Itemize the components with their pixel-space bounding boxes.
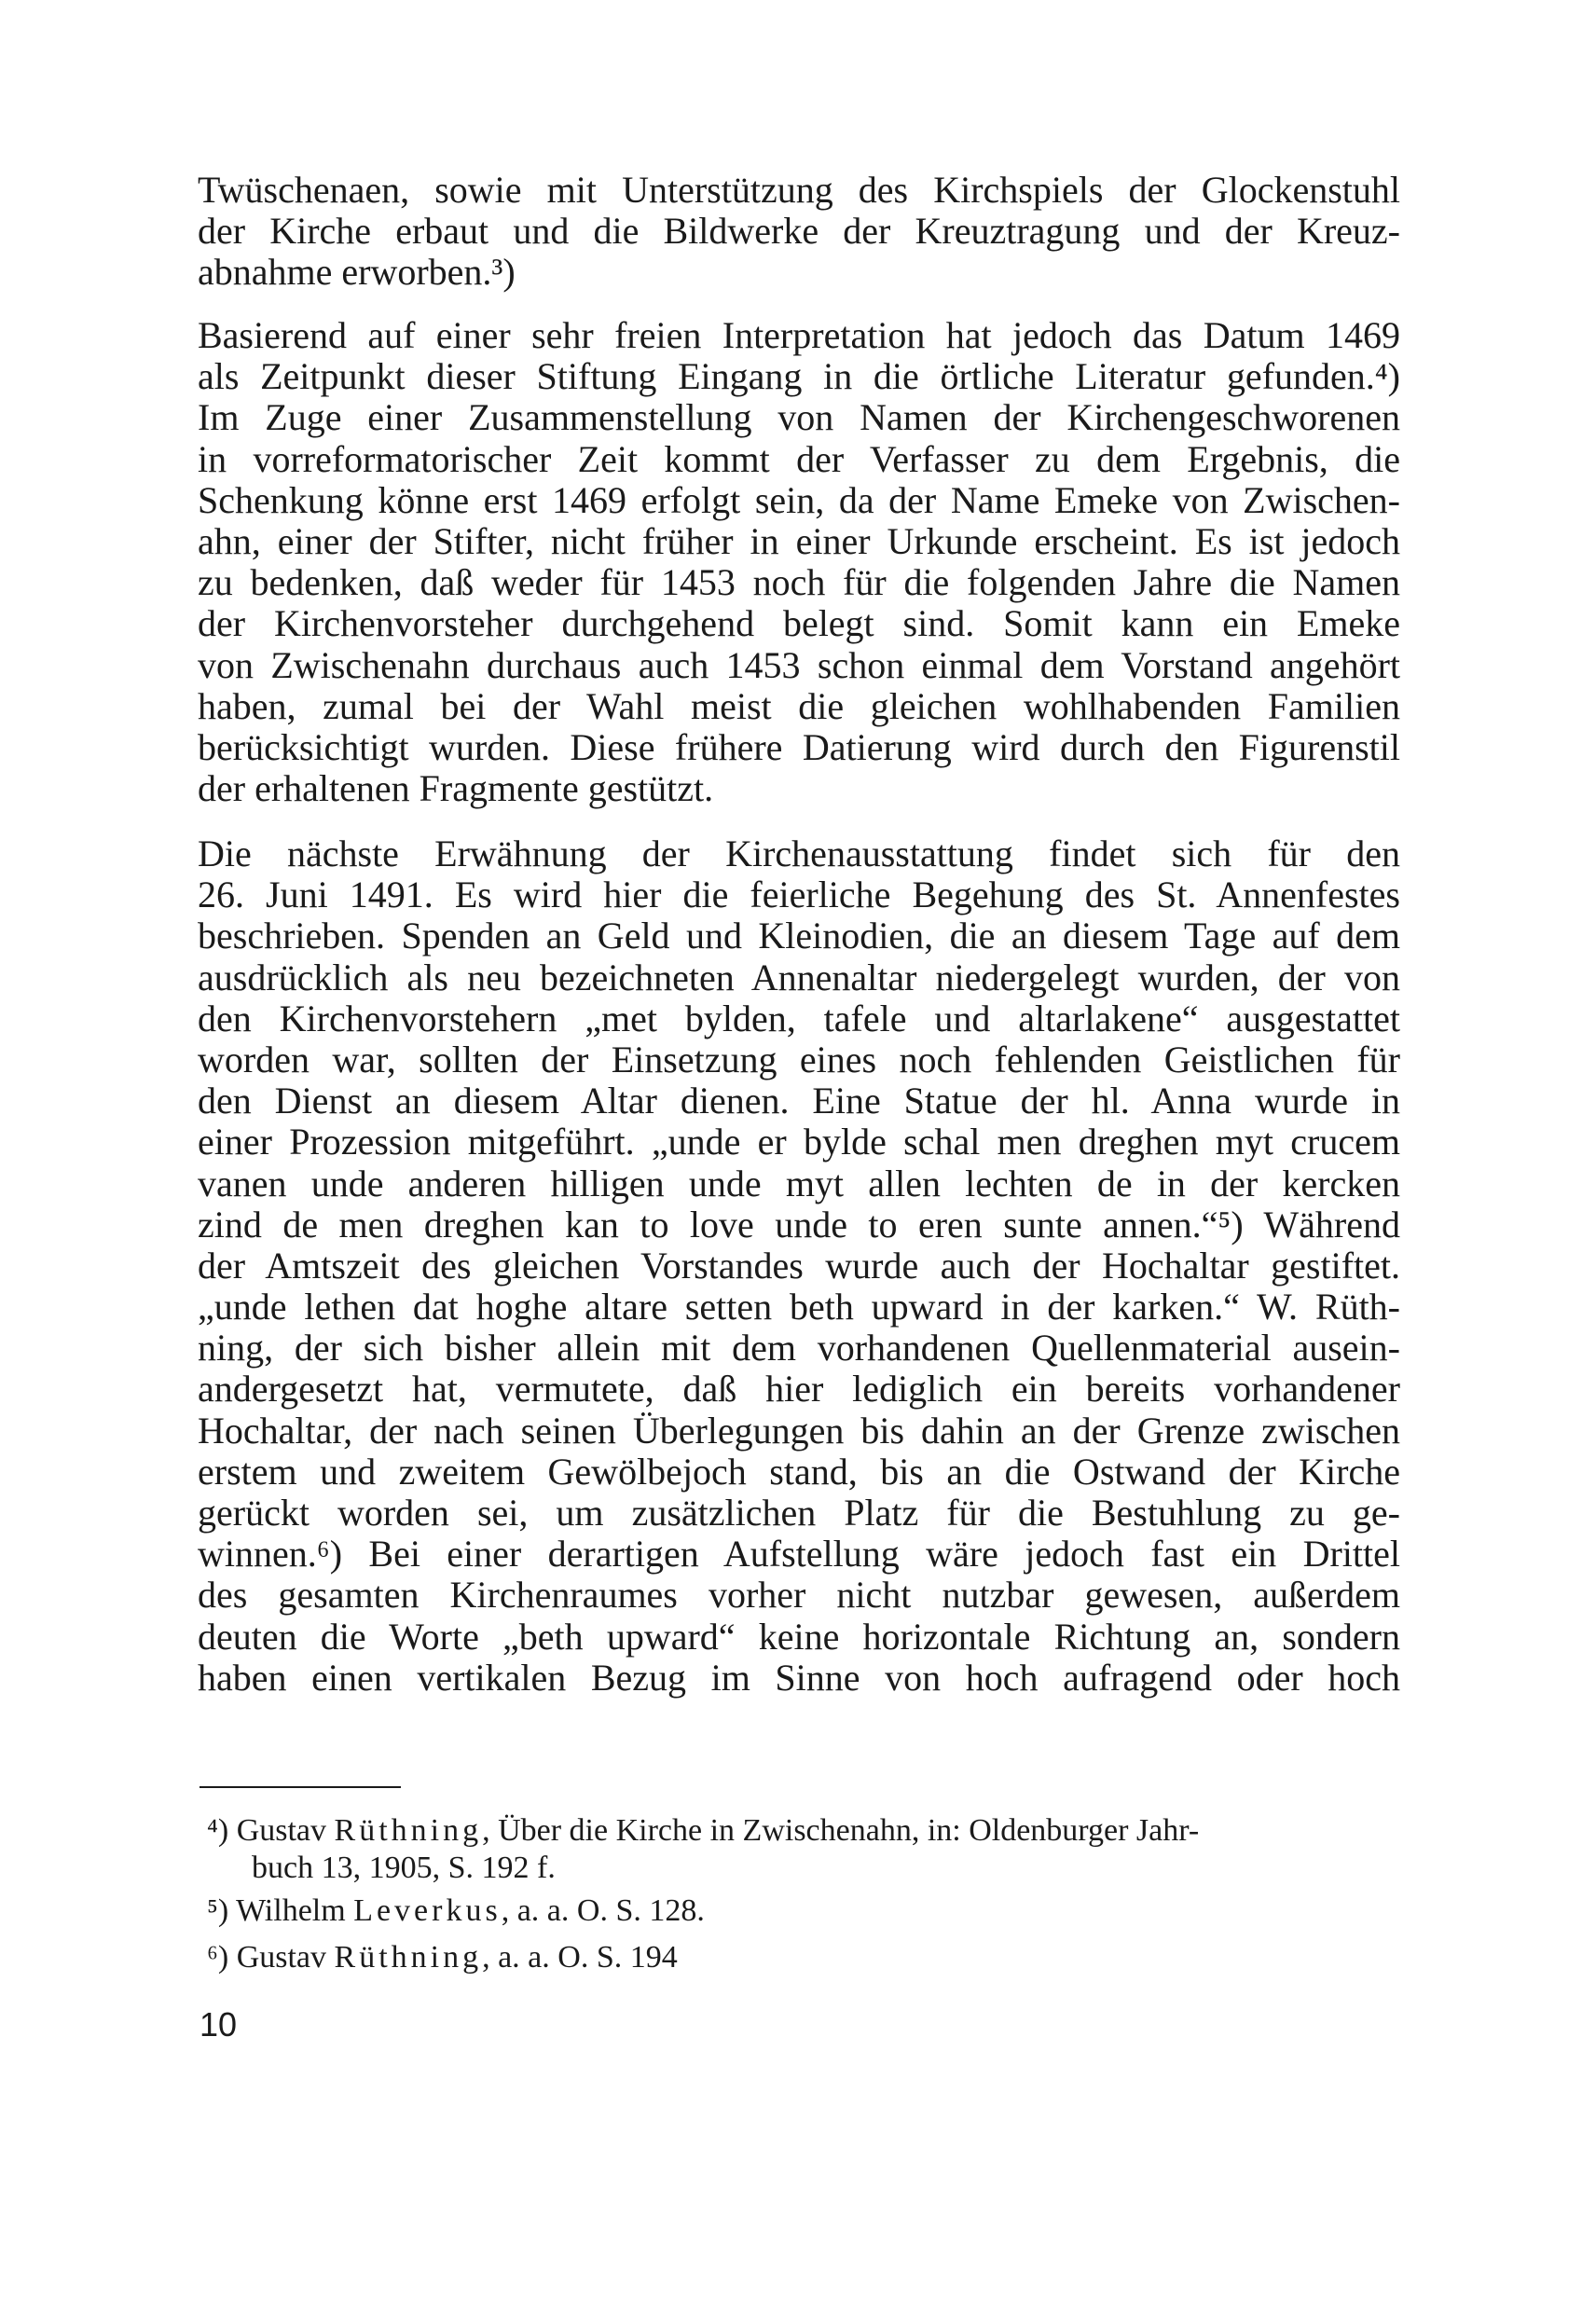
- text-line: Schenkung könne erst 1469 erfolgt sein, da der Name Emeke von Zwischen-: [198, 478, 1400, 521]
- text-line: worden war, sollten der Einsetzung eines noch fehlenden Geistlichen für: [198, 1038, 1400, 1080]
- footnote-author-first: Gustav: [236, 1940, 327, 1975]
- text-line: erstem und zweitem Gewölbejoch stand, bis an die Ostwand der Kirche: [198, 1450, 1400, 1493]
- text-line: den Kirchenvorstehern „met bylden, tafele und altarlakene“ ausgestattet: [198, 997, 1400, 1039]
- text-line: Im Zuge einer Zusammenstellung von Namen der Kirchengeschworenen: [198, 396, 1400, 439]
- footnote-author-last: Leverkus: [353, 1893, 502, 1928]
- footnote-author-last: Rüthning: [334, 1813, 483, 1848]
- text-line: in vorreformatorischer Zeit kommt der Verfasser zu dem Ergebnis, die: [198, 437, 1400, 480]
- text-line: vanen unde anderen hilligen unde myt allen lechten de in der kercken: [198, 1162, 1400, 1204]
- text-line: haben, zumal bei der Wahl meist die gleichen wohlhabenden Familien: [198, 684, 1400, 727]
- text-line: der Amtszeit des gleichen Vorstandes wurde auch der Hochaltar gestiftet.: [198, 1244, 1400, 1287]
- footnote-line: [207, 1939, 1400, 1976]
- text-line: ausdrücklich als neu bezeichneten Annenaltar niedergelegt wurden, der von: [198, 956, 1400, 998]
- paragraph: [198, 170, 1400, 294]
- page-number: 10: [200, 2005, 238, 2044]
- text-line: ahn, einer der Stifter, nicht früher in einer Urkunde erscheint. Es ist jedoch: [198, 519, 1400, 562]
- text-line: Twüschenaen, sowie mit Unterstützung des Kirchspiels der Glockenstuhl: [198, 169, 1400, 211]
- footnote-text: , Über die Kirche in Zwischenahn, in: Oldenburger Jahr-: [482, 1813, 1200, 1848]
- text-line: abnahme erworben.³): [198, 251, 516, 294]
- footnote-separator: [200, 1786, 401, 1788]
- text-line: gerückt worden sei, um zusätzlichen Platz für die Bestuhlung zu ge-: [198, 1492, 1400, 1534]
- footnote-marker: ⁴): [207, 1813, 229, 1848]
- text-line: von Zwischenahn durchaus auch 1453 schon einmal dem Vorstand angehört: [198, 643, 1400, 686]
- footnote: [207, 1812, 1400, 1887]
- footnote-line: [207, 1892, 1400, 1930]
- text-line: der erhaltenen Fragmente gestützt.: [198, 767, 714, 810]
- text-line: deuten die Worte „beth upward“ keine horizontale Richtung an, sondern: [198, 1615, 1400, 1658]
- footnote-author-first: Gustav: [236, 1813, 327, 1848]
- footnote-marker: ⁵): [207, 1893, 229, 1928]
- text-line: zu bedenken, daß weder für 1453 noch für die folgenden Jahre die Namen: [198, 561, 1400, 604]
- text-line: des gesamten Kirchenraumes vorher nicht nutzbar gewesen, außerdem: [198, 1574, 1400, 1617]
- text-line: Die nächste Erwähnung der Kirchenausstattung findet sich für den: [198, 833, 1400, 874]
- text-line: beschrieben. Spenden an Geld und Kleinodien, die an diesem Tage auf dem: [198, 915, 1400, 957]
- footnote-line: buch 13, 1905, S. 192 f.: [252, 1851, 556, 1885]
- text-line: winnen.⁶) Bei einer derartigen Aufstellung wäre jedoch fast ein Drittel: [198, 1533, 1400, 1576]
- text-line: 26. Juni 1491. Es wird hier die feierliche Begehung des St. Annenfestes: [198, 874, 1400, 916]
- footnote: [207, 1939, 1400, 1976]
- text-line: haben einen vertikalen Bezug im Sinne von hoch aufragend oder hoch: [198, 1656, 1400, 1699]
- paragraph: [198, 315, 1400, 809]
- text-line: „unde lethen dat hoghe altare setten beth upward in der karken.“ W. Rüth-: [198, 1286, 1400, 1328]
- text-line: einer Prozession mitgeführt. „unde er bylde schal men dreghen myt crucem: [198, 1121, 1400, 1163]
- text-line: andergesetzt hat, vermutete, daß hier lediglich ein bereits vorhandener: [198, 1368, 1400, 1411]
- footnote-text: , a. a. O. S. 194: [482, 1940, 678, 1975]
- footnote: [207, 1892, 1400, 1930]
- text-line: berücksichtigt wurden. Diese frühere Datierung wird durch den Figurenstil: [198, 725, 1400, 768]
- text-line: der Kirchenvorsteher durchgehend belegt sind. Somit kann ein Emeke: [198, 602, 1400, 645]
- text-line: zind de men dreghen kan to love unde to eren sunte annen.“⁵) Während: [198, 1203, 1400, 1245]
- footnote-author-last: Rüthning: [334, 1940, 483, 1975]
- text-line: als Zeitpunkt dieser Stiftung Eingang in die örtliche Literatur gefunden.⁴): [198, 355, 1400, 398]
- text-line: ning, der sich bisher allein mit dem vorhandenen Quellenmaterial ausein-: [198, 1327, 1400, 1369]
- footnote-line: [207, 1812, 1400, 1850]
- footnote-marker: ⁶): [207, 1940, 229, 1975]
- footnote-text: , a. a. O. S. 128.: [501, 1893, 705, 1928]
- paragraph: [198, 833, 1400, 1699]
- text-line: den Dienst an diesem Altar dienen. Eine Statue der hl. Anna wurde in: [198, 1080, 1400, 1122]
- text-line: Hochaltar, der nach seinen Überlegungen bis dahin an der Grenze zwischen: [198, 1409, 1400, 1452]
- footnote-author-first: Wilhelm: [236, 1893, 346, 1928]
- text-line: Basierend auf einer sehr freien Interpretation hat jedoch das Datum 1469: [198, 314, 1400, 356]
- text-line: der Kirche erbaut und die Bildwerke der Kreuztragung und der Kreuz-: [198, 210, 1400, 253]
